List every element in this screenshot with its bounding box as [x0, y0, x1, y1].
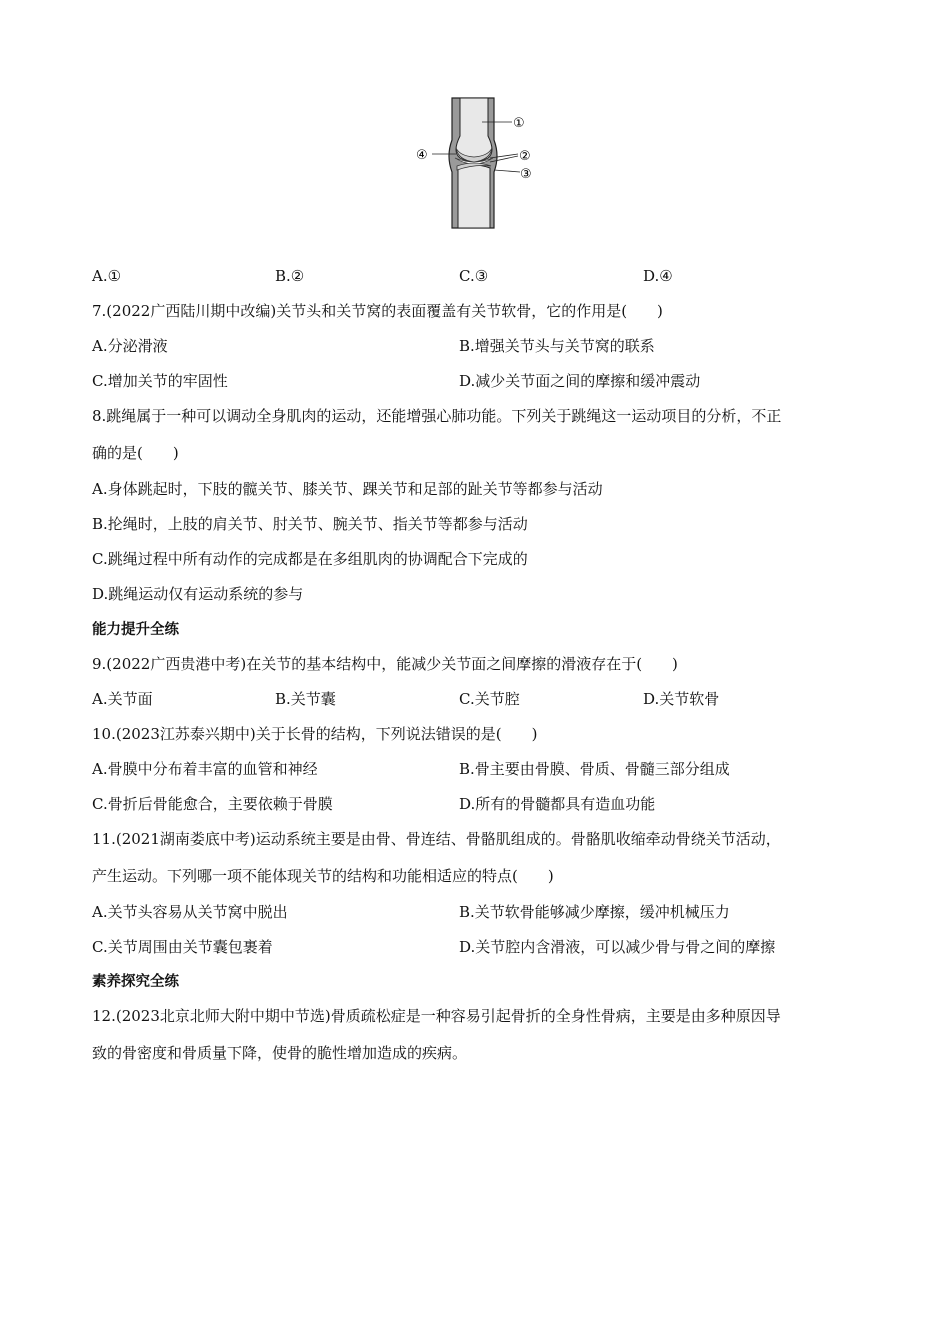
- q9-option-a: A.关节面: [92, 690, 153, 708]
- q7-option-a: A.分泌滑液: [92, 337, 168, 355]
- label-1: ①: [513, 116, 525, 131]
- knee-joint-illustration: [408, 96, 548, 230]
- q8-stem-line2: 确的是( ): [92, 444, 179, 462]
- q8-option-a: A.身体跳起时，下肢的髋关节、膝关节、踝关节和足部的趾关节等都参与活动: [92, 480, 603, 498]
- q6-option-d: D.④: [643, 267, 673, 285]
- q7-stem: 7.(2022广西陆川期中改编)关节头和关节窝的表面覆盖有关节软骨，它的作用是( ): [92, 302, 663, 320]
- q9-option-d: D.关节软骨: [643, 690, 720, 708]
- q10-option-d: D.所有的骨髓都具有造血功能: [459, 795, 656, 813]
- q8-option-c: C.跳绳过程中所有动作的完成都是在多组肌肉的协调配合下完成的: [92, 550, 528, 568]
- q11-option-b: B.关节软骨能够减少摩擦，缓冲机械压力: [459, 903, 730, 921]
- q6-option-c: C.③: [459, 267, 489, 285]
- q11-stem-line2: 产生运动。下列哪一项不能体现关节的结构和功能相适应的特点( ): [92, 867, 554, 885]
- q12-stem-line1: 12.(2023北京北师大附中期中节选)骨质疏松症是一种容易引起骨折的全身性骨病，主要是由多种原因导: [92, 1007, 781, 1025]
- q10-option-c: C.骨折后骨能愈合，主要依赖于骨膜: [92, 795, 333, 813]
- q7-option-b: B.增强关节头与关节窝的联系: [459, 337, 655, 355]
- q8-option-d: D.跳绳运动仅有运动系统的参与: [92, 585, 304, 603]
- q10-stem: 10.(2023江苏泰兴期中)关于长骨的结构，下列说法错误的是( ): [92, 725, 538, 743]
- label-2: ②: [519, 149, 531, 164]
- q10-option-b: B.骨主要由骨膜、骨质、骨髓三部分组成: [459, 760, 730, 778]
- q11-option-d: D.关节腔内含滑液，可以减少骨与骨之间的摩擦: [459, 938, 776, 956]
- q12-stem-line2: 致的骨密度和骨质量下降，使骨的脆性增加造成的疾病。: [92, 1044, 468, 1062]
- q11-stem-line1: 11.(2021湖南娄底中考)运动系统主要是由骨、骨连结、骨骼肌组成的。骨骼肌收缩牵动骨绕关节活动，: [92, 830, 781, 848]
- label-3: ③: [520, 167, 532, 182]
- q8-stem-line1: 8.跳绳属于一种可以调动全身肌肉的运动，还能增强心肺功能。下列关于跳绳这一运动项目的分析，不正: [92, 407, 782, 425]
- q9-stem: 9.(2022广西贵港中考)在关节的基本结构中，能减少关节面之间摩擦的滑液存在于( ): [92, 655, 678, 673]
- q11-option-a: A.关节头容易从关节窝中脱出: [92, 903, 288, 921]
- q6-option-b: B.②: [275, 267, 305, 285]
- section-heading-literacy: 素养探究全练: [92, 974, 179, 990]
- q10-option-a: A.骨膜中分布着丰富的血管和神经: [92, 760, 318, 778]
- q9-option-c: C.关节腔: [459, 690, 520, 708]
- knee-joint-diagram: [408, 96, 548, 230]
- section-heading-ability: 能力提升全练: [92, 622, 179, 638]
- q7-option-d: D.减少关节面之间的摩擦和缓冲震动: [459, 372, 701, 390]
- label-4: ④: [416, 148, 428, 163]
- q6-option-a: A.①: [92, 267, 122, 285]
- q8-option-b: B.抡绳时，上肢的肩关节、肘关节、腕关节、指关节等都参与活动: [92, 515, 528, 533]
- q11-option-c: C.关节周围由关节囊包裹着: [92, 938, 273, 956]
- q9-option-b: B.关节囊: [275, 690, 336, 708]
- q7-option-c: C.增加关节的牢固性: [92, 372, 228, 390]
